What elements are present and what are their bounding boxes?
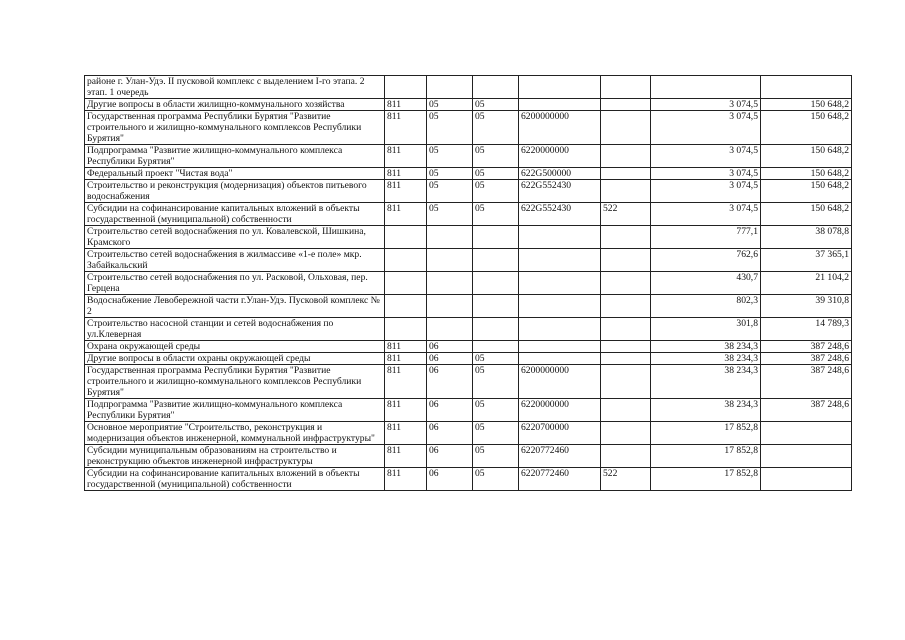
subsection-cell [473,272,519,295]
amount-1-cell: 17 852,8 [651,422,761,445]
section-cell: 06 [427,468,473,491]
amount-2-cell: 387 248,6 [761,353,852,365]
expense-type-cell [601,353,651,365]
expense-type-cell [601,399,651,422]
grbs-cell [385,318,427,341]
target-article-cell [519,295,601,318]
amount-2-cell: 387 248,6 [761,399,852,422]
subsection-cell: 05 [473,422,519,445]
expense-type-cell: 522 [601,203,651,226]
table-row [85,341,852,353]
table-row [85,99,852,111]
grbs-cell: 811 [385,145,427,168]
expense-type-cell [601,318,651,341]
table-row [85,445,852,468]
section-cell: 06 [427,422,473,445]
grbs-cell: 811 [385,399,427,422]
amount-1-cell: 3 074,5 [651,180,761,203]
section-cell: 05 [427,180,473,203]
table-row [85,145,852,168]
section-cell: 05 [427,99,473,111]
amount-1-cell: 3 074,5 [651,145,761,168]
subsection-cell [473,318,519,341]
expense-type-cell [601,226,651,249]
target-article-cell: 6200000000 [519,365,601,399]
item-name-cell: Охрана окружающей среды [85,341,385,353]
grbs-cell: 811 [385,422,427,445]
grbs-cell [385,226,427,249]
table-body [85,76,852,491]
item-name-cell: Федеральный проект "Чистая вода" [85,168,385,180]
table-row [85,249,852,272]
section-cell [427,76,473,99]
expense-type-cell [601,76,651,99]
amount-1-cell: 3 074,5 [651,203,761,226]
item-name-cell: Строительство сетей водоснабжения в жилмассиве «1-е поле» мкр. Забайкальский [85,249,385,272]
target-article-cell: 6200000000 [519,111,601,145]
amount-2-cell [761,76,852,99]
amount-2-cell: 150 648,2 [761,99,852,111]
subsection-cell: 05 [473,168,519,180]
expense-type-cell [601,365,651,399]
subsection-cell: 05 [473,353,519,365]
expense-type-cell [601,272,651,295]
table-row [85,399,852,422]
amount-1-cell: 777,1 [651,226,761,249]
expense-type-cell [601,445,651,468]
section-cell [427,272,473,295]
item-name-cell: Строительство сетей водоснабжения по ул. Расковой, Ольховая, пер. Герцена [85,272,385,295]
item-name-cell: Другие вопросы в области охраны окружающей среды [85,353,385,365]
amount-1-cell: 762,6 [651,249,761,272]
expense-type-cell [601,422,651,445]
section-cell: 06 [427,445,473,468]
target-article-cell: 622G552430 [519,180,601,203]
amount-1-cell: 802,3 [651,295,761,318]
amount-1-cell: 3 074,5 [651,168,761,180]
expense-type-cell [601,180,651,203]
table-row [85,226,852,249]
item-name-cell: Государственная программа Республики Бурятия "Развитие строительного и жилищно-коммунального комплексов Республики Бурятия" [85,111,385,145]
amount-2-cell: 387 248,6 [761,341,852,353]
item-name-cell: Подпрограмма "Развитие жилищно-коммунального комплекса Республики Бурятия" [85,145,385,168]
grbs-cell [385,272,427,295]
expense-type-cell [601,168,651,180]
section-cell [427,226,473,249]
target-article-cell [519,272,601,295]
subsection-cell [473,226,519,249]
amount-2-cell [761,468,852,491]
item-name-cell: Основное мероприятие "Строительство, реконструкция и модернизация объектов инженерной, коммунальной инфраструктуры" [85,422,385,445]
section-cell: 05 [427,168,473,180]
target-article-cell: 622G500000 [519,168,601,180]
grbs-cell: 811 [385,99,427,111]
target-article-cell [519,226,601,249]
expense-type-cell [601,249,651,272]
item-name-cell: Субсидии на софинансирование капитальных вложений в объекты государственной (муниципальной) собственности [85,203,385,226]
target-article-cell: 6220000000 [519,145,601,168]
item-name-cell: Водоснабжение Левобережной части г.Улан-Удэ. Пусковой комплекс № 2 [85,295,385,318]
subsection-cell: 05 [473,445,519,468]
section-cell: 06 [427,341,473,353]
amount-1-cell: 38 234,3 [651,399,761,422]
expense-type-cell [601,99,651,111]
target-article-cell: 622G552430 [519,203,601,226]
section-cell [427,249,473,272]
amount-2-cell [761,445,852,468]
amount-1-cell: 17 852,8 [651,445,761,468]
target-article-cell [519,76,601,99]
table-row [85,318,852,341]
item-name-cell: Субсидии муниципальным образованиям на строительство и реконструкцию объектов инженерной инфраструктуры [85,445,385,468]
target-article-cell: 6220772460 [519,445,601,468]
amount-1-cell: 17 852,8 [651,468,761,491]
expense-type-cell: 522 [601,468,651,491]
table-row [85,76,852,99]
subsection-cell: 05 [473,111,519,145]
subsection-cell: 05 [473,203,519,226]
expense-type-cell [601,145,651,168]
amount-1-cell: 3 074,5 [651,111,761,145]
grbs-cell: 811 [385,111,427,145]
subsection-cell [473,76,519,99]
grbs-cell [385,295,427,318]
target-article-cell: 6220772460 [519,468,601,491]
amount-2-cell: 38 078,8 [761,226,852,249]
section-cell: 06 [427,365,473,399]
amount-2-cell [761,422,852,445]
section-cell: 05 [427,145,473,168]
item-name-cell: Подпрограмма "Развитие жилищно-коммунального комплекса Республики Бурятия" [85,399,385,422]
item-name-cell: Другие вопросы в области жилищно-коммунального хозяйства [85,99,385,111]
target-article-cell [519,341,601,353]
expense-type-cell [601,341,651,353]
item-name-cell: районе г. Улан-Удэ. II пусковой комплекс с выделением I-го этапа. 2 этап. 1 очередь [85,76,385,99]
target-article-cell: 6220000000 [519,399,601,422]
table-row [85,168,852,180]
amount-1-cell [651,76,761,99]
grbs-cell: 811 [385,180,427,203]
table-row [85,111,852,145]
subsection-cell [473,249,519,272]
amount-2-cell: 150 648,2 [761,111,852,145]
amount-2-cell: 150 648,2 [761,203,852,226]
section-cell: 05 [427,203,473,226]
grbs-cell: 811 [385,365,427,399]
subsection-cell: 05 [473,99,519,111]
item-name-cell: Строительство насосной станции и сетей водоснабжения по ул.Клеверная [85,318,385,341]
item-name-cell: Строительство и реконструкция (модернизация) объектов питьевого водоснабжения [85,180,385,203]
amount-1-cell: 301,8 [651,318,761,341]
grbs-cell: 811 [385,341,427,353]
grbs-cell: 811 [385,353,427,365]
target-article-cell: 6220700000 [519,422,601,445]
item-name-cell: Субсидии на софинансирование капитальных вложений в объекты государственной (муниципальной) собственности [85,468,385,491]
section-cell [427,295,473,318]
budget-table [84,75,852,491]
amount-2-cell: 39 310,8 [761,295,852,318]
target-article-cell [519,249,601,272]
section-cell [427,318,473,341]
section-cell: 05 [427,111,473,145]
subsection-cell: 05 [473,180,519,203]
subsection-cell: 05 [473,468,519,491]
table-row [85,203,852,226]
table-row [85,353,852,365]
grbs-cell: 811 [385,203,427,226]
table-row [85,468,852,491]
amount-1-cell: 430,7 [651,272,761,295]
grbs-cell [385,249,427,272]
grbs-cell [385,76,427,99]
table-row [85,180,852,203]
item-name-cell: Государственная программа Республики Бурятия "Развитие строительного и жилищно-коммунального комплексов Республики Бурятия" [85,365,385,399]
amount-2-cell: 37 365,1 [761,249,852,272]
expense-type-cell [601,295,651,318]
amount-1-cell: 38 234,3 [651,353,761,365]
grbs-cell: 811 [385,468,427,491]
target-article-cell [519,99,601,111]
subsection-cell [473,295,519,318]
section-cell: 06 [427,399,473,422]
item-name-cell: Строительство сетей водоснабжения по ул. Ковалевской, Шишкина, Крамского [85,226,385,249]
amount-1-cell: 38 234,3 [651,365,761,399]
grbs-cell: 811 [385,168,427,180]
subsection-cell [473,341,519,353]
amount-2-cell: 21 104,2 [761,272,852,295]
amount-2-cell: 387 248,6 [761,365,852,399]
subsection-cell: 05 [473,365,519,399]
amount-1-cell: 3 074,5 [651,99,761,111]
grbs-cell: 811 [385,445,427,468]
subsection-cell: 05 [473,399,519,422]
amount-1-cell: 38 234,3 [651,341,761,353]
amount-2-cell: 150 648,2 [761,168,852,180]
table-row [85,295,852,318]
expense-type-cell [601,111,651,145]
target-article-cell [519,353,601,365]
amount-2-cell: 150 648,2 [761,145,852,168]
subsection-cell: 05 [473,145,519,168]
section-cell: 06 [427,353,473,365]
table-row [85,422,852,445]
target-article-cell [519,318,601,341]
amount-2-cell: 14 789,3 [761,318,852,341]
amount-2-cell: 150 648,2 [761,180,852,203]
table-row [85,272,852,295]
table-row [85,365,852,399]
